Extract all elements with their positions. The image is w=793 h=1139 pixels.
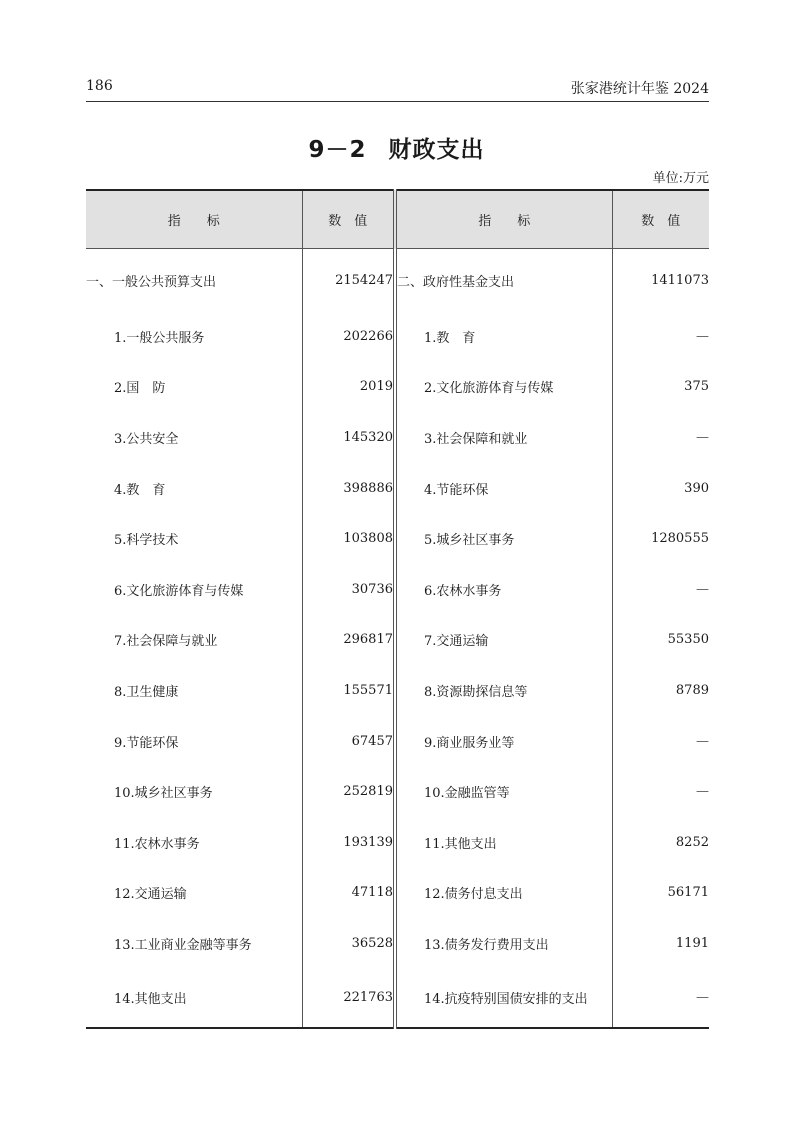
right-value: — [696, 328, 709, 344]
table-number: 9－2 [308, 137, 367, 163]
right-label: 4.节能环保 [395, 463, 612, 514]
header-value-left: 数 值 [302, 190, 395, 249]
right-label: 5.城乡社区事务 [395, 513, 612, 564]
table-row [86, 868, 709, 919]
left-label: 一、一般公共预算支出 [86, 249, 302, 312]
right-label: 8.资源勘探信息等 [395, 665, 612, 716]
left-label: 11.农林水事务 [86, 817, 302, 868]
header-indicator-left: 指 标 [86, 190, 302, 249]
right-value: 375 [684, 379, 709, 395]
right-label: 13.债务发行费用支出 [395, 918, 612, 969]
left-label: 8.卫生健康 [86, 665, 302, 716]
left-value: 145320 [302, 412, 395, 463]
right-value: — [696, 581, 709, 597]
right-label: 3.社会保障和就业 [395, 412, 612, 463]
right-label: 12.债务付息支出 [395, 868, 612, 919]
right-label: 11.其他支出 [395, 817, 612, 868]
table-row [86, 969, 709, 1028]
table-title [0, 131, 793, 164]
expenditure-table [86, 189, 709, 1029]
left-value: 155571 [302, 665, 395, 716]
left-label: 6.文化旅游体育与传媒 [86, 564, 302, 615]
right-value: 56171 [667, 885, 709, 901]
page-number: 186 [86, 78, 113, 94]
table-row [86, 311, 709, 362]
right-value: 8252 [675, 834, 709, 850]
right-value: 1280555 [651, 531, 709, 547]
table-row [86, 249, 709, 312]
right-value: — [696, 784, 709, 800]
left-label: 12.交通运输 [86, 868, 302, 919]
right-value: — [696, 990, 709, 1006]
left-value: 2019 [302, 362, 395, 413]
table-row [86, 665, 709, 716]
table-row [86, 564, 709, 615]
right-value: 390 [684, 480, 709, 496]
left-label: 14.其他支出 [86, 969, 302, 1028]
table-row [86, 918, 709, 969]
right-label: 2.文化旅游体育与传媒 [395, 362, 612, 413]
left-label: 5.科学技术 [86, 513, 302, 564]
right-value: — [696, 429, 709, 445]
right-value: 55350 [667, 632, 709, 648]
left-value: 252819 [302, 766, 395, 817]
right-value: 8789 [675, 682, 709, 698]
left-value: 67457 [302, 716, 395, 767]
header-indicator-right: 指 标 [395, 190, 612, 249]
left-label: 4.教 育 [86, 463, 302, 514]
table-row [86, 766, 709, 817]
left-value: 47118 [302, 868, 395, 919]
left-value: 103808 [302, 513, 395, 564]
table-title-text: 财政支出 [388, 137, 485, 163]
table-row [86, 615, 709, 666]
left-value: 296817 [302, 615, 395, 666]
left-label: 3.公共安全 [86, 412, 302, 463]
right-label: 6.农林水事务 [395, 564, 612, 615]
right-value: 1411073 [651, 272, 709, 288]
header-value-right: 数 值 [612, 190, 709, 249]
table-row [86, 362, 709, 413]
left-value: 2154247 [302, 249, 395, 312]
left-value: 30736 [302, 564, 395, 615]
unit-label: 单位:万元 [652, 171, 709, 186]
left-value: 36528 [302, 918, 395, 969]
left-label: 13.工业商业金融等事务 [86, 918, 302, 969]
table-row [86, 817, 709, 868]
left-label: 9.节能环保 [86, 716, 302, 767]
right-label: 9.商业服务业等 [395, 716, 612, 767]
left-value: 221763 [302, 969, 395, 1028]
left-label: 7.社会保障与就业 [86, 615, 302, 666]
table-row [86, 716, 709, 767]
table-header-row [86, 190, 709, 249]
left-value: 193139 [302, 817, 395, 868]
right-label: 1.教 育 [395, 311, 612, 362]
right-label: 二、政府性基金支出 [395, 249, 612, 312]
left-value: 398886 [302, 463, 395, 514]
right-label: 7.交通运输 [395, 615, 612, 666]
left-label: 1.一般公共服务 [86, 311, 302, 362]
table-row [86, 412, 709, 463]
right-label: 14.抗疫特别国债安排的支出 [395, 969, 612, 1028]
book-title: 张家港统计年鉴 2024 [570, 81, 709, 97]
header-rule [86, 101, 709, 102]
right-label: 10.金融监管等 [395, 766, 612, 817]
table-row [86, 513, 709, 564]
right-value: 1191 [675, 935, 709, 951]
left-label: 10.城乡社区事务 [86, 766, 302, 817]
left-value: 202266 [302, 311, 395, 362]
left-label: 2.国 防 [86, 362, 302, 413]
table-row [86, 463, 709, 514]
right-value: — [696, 733, 709, 749]
